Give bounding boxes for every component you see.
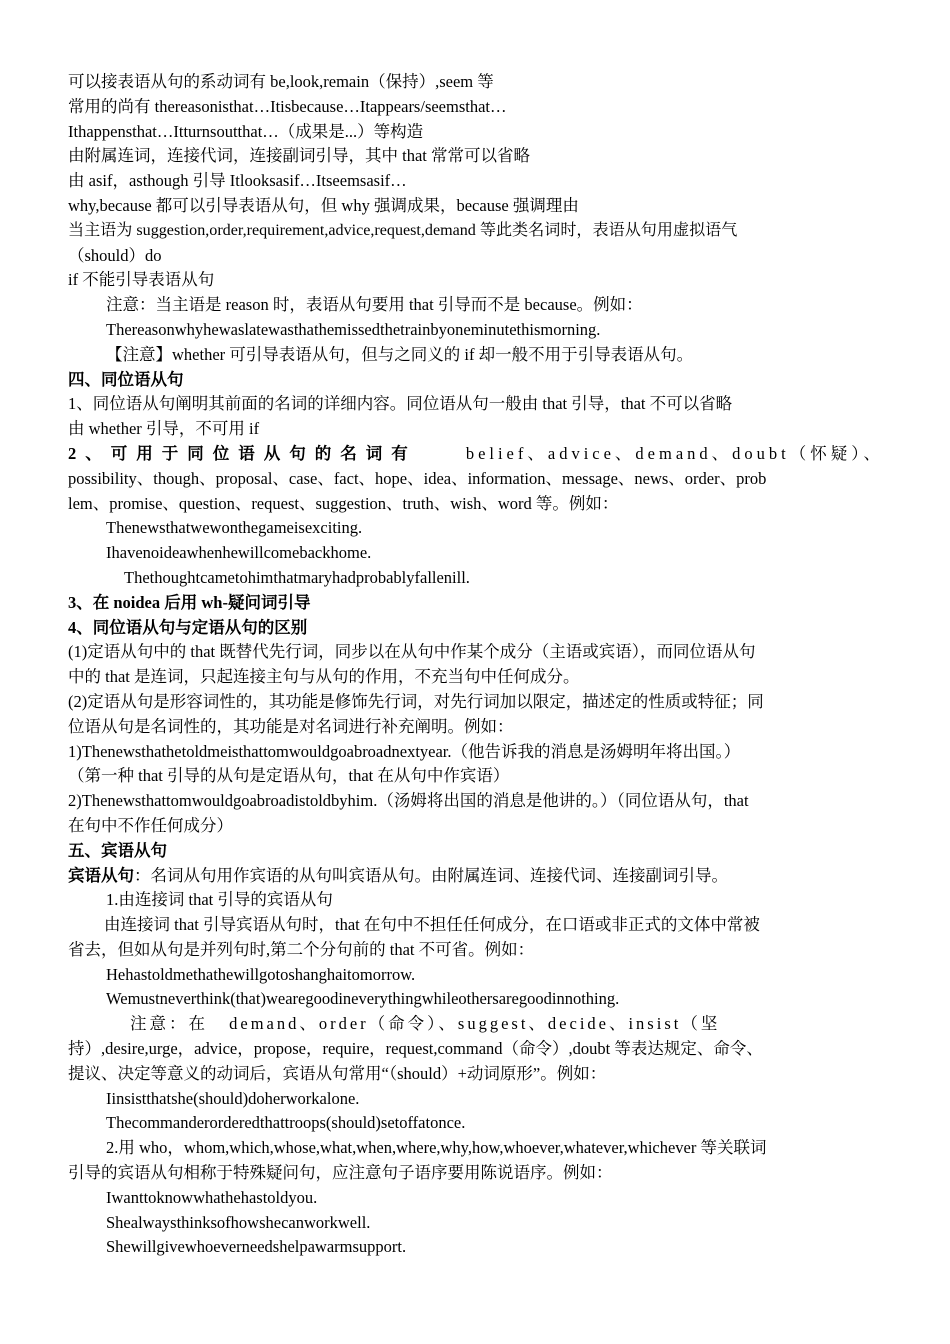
section-heading-5: 五、宾语从句: [68, 840, 167, 860]
text-line: 位语从句是名词性的，其功能是对名词进行补充阐明。例如：: [68, 716, 514, 736]
term-label: 宾语从句: [68, 865, 134, 885]
text-line: 常用的尚有 thereasonisthat…Itisbecause…Itappears/seemsthat…: [68, 96, 507, 116]
example-sentence: Thecommanderorderedthattroops(should)setoffatonce.: [106, 1113, 466, 1133]
term-definition: ：名词从句用作宾语的从句叫宾语从句。由附属连词、连接代词、连接副词引导。: [134, 865, 728, 885]
text-line: [68, 442, 884, 467]
text-line: why,because 都可以引导表语从句，但 why 强调成果，because 强调理由: [68, 195, 579, 215]
example-sentence: Shewillgivewhoeverneedshelpawarmsupport.: [106, 1237, 407, 1257]
text-line: (2)定语从句是形容词性的，其功能是修饰先行词，对先行词加以限定，描述定的性质或特征；同: [68, 691, 764, 711]
text-line: （should）do: [68, 245, 162, 265]
example-sentence: Wemustneverthink(that)wearegoodineverythingwhileothersaregoodinnothing.: [106, 989, 620, 1009]
text-line: possibility、though、proposal、case、fact、hope、idea、information、message、news、order、prob: [68, 468, 767, 488]
example-sentence: Thereasonwhyhewaslatewasthathemissedthetrainbyoneminutethismorning.: [106, 319, 601, 339]
numbered-heading: 2、可用于同位语从句的名词有: [68, 443, 417, 463]
text-line: 由附属连词，连接代词，连接副词引导，其中 that 常常可以省略: [68, 146, 530, 166]
example-sentence: 1)Thenewsthathetoldmeisthattomwouldgoabroadnextyear.（他告诉我的消息是汤姆明年将出国。）: [68, 741, 741, 761]
numbered-heading: 3、在 noidea 后用 wh-疑问词引导: [68, 592, 311, 612]
text-line: 省去，但如从句是并列句时,第二个分句前的 that 不可省。例如：: [68, 939, 535, 959]
text-line: 当主语为 suggestion,order,requirement,advice,request,demand 等此类名词时，表语从句用虚拟语气: [68, 221, 738, 239]
text-line: 由 asif，asthough 引导 Itlooksasif…Itseemsasif…: [68, 171, 407, 191]
text-line: 1、同位语从句阐明其前面的名词的详细内容。同位语从句一般由 that 引导，that 不可以省略: [68, 394, 733, 414]
text-line: lem、promise、question、request、suggestion、truth、wish、word 等。例如：: [68, 493, 619, 513]
example-sentence: Shealwaysthinksofhowshecanworkwell.: [106, 1212, 371, 1232]
note-line: 【注意】whether 可引导表语从句，但与之同义的 if 却一般不用于引导表语从句。: [106, 344, 694, 364]
text-line: if 不能引导表语从句: [68, 270, 215, 290]
example-sentence: 2)Thenewsthattomwouldgoabroadistoldbyhim.（汤姆将出国的消息是他讲的。）（同位语从句，that: [68, 791, 749, 811]
text-line: 提议、决定等意义的动词后，宾语从句常用“（should）+动词原形”。例如：: [68, 1063, 607, 1083]
example-sentence: Thenewsthatwewonthegameisexciting.: [106, 518, 363, 538]
text-line: 在句中不作任何成分）: [68, 815, 233, 835]
document-page: [68, 70, 884, 1260]
numbered-heading: 4、同位语从句与定语从句的区别: [68, 617, 308, 637]
example-sentence: Thethoughtcametohimthatmaryhadprobablyfallenill.: [124, 567, 470, 587]
text-line: 持）,desire,urge，advice，propose，require，request,command（命令）,doubt 等表达规定、命令、: [68, 1039, 763, 1059]
text-line: 中的 that 是连词，只起连接主句与从句的作用，不充当句中任何成分。: [68, 667, 580, 687]
text-line: 由 whether 引导，不可用 if: [68, 419, 260, 439]
example-sentence: Ihavenoideawhenhewillcomebackhome.: [106, 543, 372, 563]
section-heading-4: 四、同位语从句: [68, 369, 184, 389]
text-line: Ithappensthat…Itturnsoutthat…（成果是...）等构造: [68, 121, 424, 141]
text-line: 由连接词 that 引导宾语从句时，that 在句中不担任任何成分，在口语或非正式的文体中常被: [104, 915, 760, 935]
text-line: （第一种 that 引导的从句是定语从句，that 在从句中作宾语）: [68, 766, 510, 786]
numbered-subheading: 2.用 who，whom,which,whose,what,when,where,why,how,whoever,whatever,whichever 等关联词: [106, 1138, 767, 1158]
note-line: 注意：在 demand、order（命令）、suggest、decide、insist（坚: [130, 1014, 721, 1034]
example-sentence: Hehastoldmethathewillgotoshanghaitomorrow.: [106, 964, 416, 984]
text-line: 可以接表语从句的系动词有 be,look,remain（保持）,seem 等: [68, 72, 494, 91]
text-line: (1)定语从句中的 that 既替代先行词，同步以在从句中作某个成分（主语或宾语），而同位语从句: [68, 642, 756, 662]
text-line: [68, 864, 884, 889]
example-sentence: Iinsistthatshe(should)doherworkalone.: [106, 1088, 360, 1108]
text-line: 引导的宾语从句相称于特殊疑问句，应注意句子语序要用陈说语序。例如：: [68, 1163, 613, 1183]
note-line: 注意：当主语是 reason 时，表语从句要用 that 引导而不是 because。例如：: [106, 295, 643, 315]
numbered-subheading: 1.由连接词 that 引导的宾语从句: [106, 890, 333, 910]
example-sentence: Iwanttoknowwhathehastoldyou.: [106, 1187, 318, 1207]
noun-list-start: belief、advice、demand、doubt（怀疑）、: [465, 443, 884, 463]
